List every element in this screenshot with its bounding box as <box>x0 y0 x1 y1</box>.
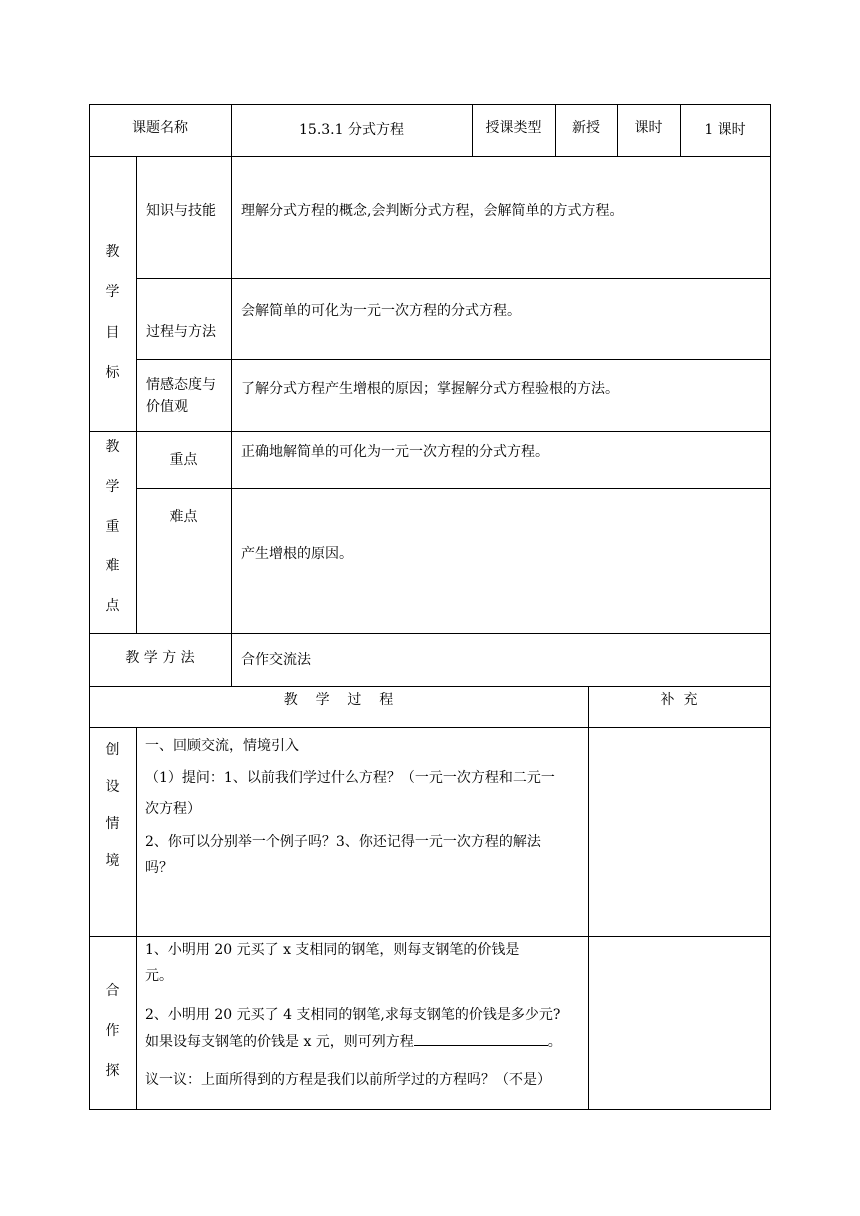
topic-label: 课题名称 <box>132 120 188 136</box>
grid-line <box>89 104 771 105</box>
grid-line <box>89 936 771 937</box>
method-label: 教 学 方 法 <box>125 650 195 666</box>
grid-line <box>89 156 771 157</box>
section1-line: （1）提问：1、以前我们学过什么方程？（一元一次方程和二元一 <box>145 770 555 786</box>
key-label: 重点 <box>169 452 198 468</box>
grid-line <box>136 156 137 633</box>
objectives-side-char: 目 <box>105 325 120 341</box>
keypoints-side-char: 点 <box>105 598 120 614</box>
section2-line: 1、小明用 20 元买了 x 支相同的钢笔，则每支钢笔的价钱是 <box>145 942 520 958</box>
process-header: 教 学 过 程 <box>283 692 394 708</box>
emotion-label: 价值观 <box>146 399 188 415</box>
grid-line <box>89 431 771 432</box>
grid-line <box>770 104 771 1110</box>
grid-line <box>89 1109 771 1110</box>
section2-line: 2、小明用 20 元买了 4 支相同的钢笔,求每支钢笔的价钱是多少元? <box>145 1007 561 1023</box>
emotion-text: 了解分式方程产生增根的原因；掌握解分式方程验根的方法。 <box>241 381 619 397</box>
type-label: 授课类型 <box>485 120 542 136</box>
grid-line <box>136 727 137 1109</box>
section1-line: 2、你可以分别举一个例子吗？3、你还记得一元一次方程的解法 <box>145 834 541 850</box>
hours-label: 课时 <box>634 120 663 136</box>
objectives-side-char: 学 <box>105 284 120 300</box>
grid-line <box>89 686 771 687</box>
section1-line: 一、回顾交流，情境引入 <box>145 738 299 754</box>
grid-line <box>89 727 771 728</box>
process-text: 会解简单的可化为一元一次方程的分式方程。 <box>241 303 521 319</box>
knowledge-text: 理解分式方程的概念,会判断分式方程，会解简单的方式方程。 <box>241 203 624 219</box>
difficult-label: 难点 <box>169 509 198 525</box>
grid-line <box>588 686 589 1109</box>
objectives-side-char: 教 <box>105 244 120 260</box>
method-value: 合作交流法 <box>241 652 311 668</box>
grid-line <box>89 633 771 634</box>
keypoints-side-char: 教 <box>105 439 120 455</box>
section2-side-char: 合 <box>105 983 120 999</box>
topic-value: 15.3.1 分式方程 <box>299 122 404 138</box>
section2-line: 议一议：上面所得到的方程是我们以前所学过的方程吗？（不是） <box>145 1072 551 1088</box>
section1-side-char: 创 <box>105 742 120 758</box>
hours-value: 1 课时 <box>704 122 746 138</box>
objectives-side-char: 标 <box>105 365 120 381</box>
section1-side-char: 设 <box>105 779 120 795</box>
emotion-label: 情感态度与 <box>146 377 216 393</box>
section1-line: 次方程） <box>145 801 201 817</box>
section2-side-char: 探 <box>105 1063 120 1079</box>
equation-suffix: 。 <box>547 1034 562 1050</box>
supplement-header: 补 充 <box>660 692 698 708</box>
keypoints-side-char: 学 <box>105 479 120 495</box>
section1-side-char: 境 <box>105 853 120 869</box>
knowledge-label: 知识与技能 <box>146 203 216 219</box>
difficult-text: 产生增根的原因。 <box>241 546 353 562</box>
key-text: 正确地解简单的可化为一元一次方程的分式方程。 <box>241 444 549 460</box>
equation-prompt: 如果设每支钢笔的价钱是 x 元，则可列方程 <box>145 1034 414 1050</box>
answer-blank <box>414 1031 548 1046</box>
section2-line <box>145 1031 562 1052</box>
section2-side-char: 作 <box>105 1023 120 1039</box>
type-value: 新授 <box>572 120 600 136</box>
keypoints-side-char: 重 <box>105 519 120 535</box>
section1-line: 吗？ <box>145 860 173 876</box>
section2-line: 元。 <box>145 968 173 984</box>
grid-line <box>231 104 232 686</box>
keypoints-side-char: 难 <box>105 558 120 574</box>
process-label: 过程与方法 <box>146 324 216 340</box>
section1-side-char: 情 <box>105 816 120 832</box>
